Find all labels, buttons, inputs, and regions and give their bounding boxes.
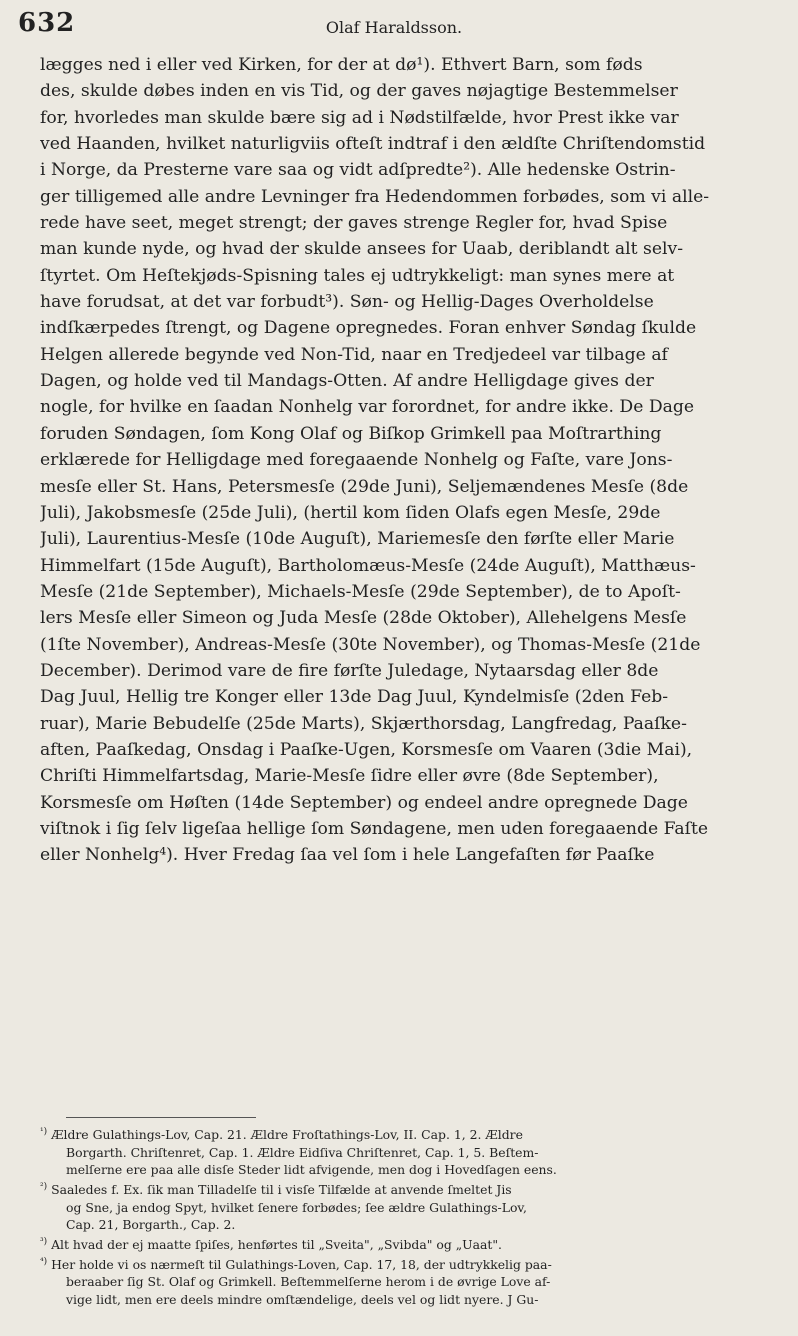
text-line: indſkærpedes ſtrengt, og Dagene opregnedes. Foran enhver Søndag ſkulde [40,318,697,339]
footnote [40,1124,772,1179]
footnote-mark: ¹) [40,1127,48,1137]
footnote-line: Cap. 21, Borgarth., Cap. 2. [66,1217,236,1233]
text-line: have forudsat, at det var forbudt³). Søn- og Hellig-Dages Overholdelse [40,292,654,313]
text-line: for, hvorledes man skulde bære sig ad i Nødstilfælde, hvor Prest ikke var [40,107,679,128]
text-line: man kunde nyde, og hvad der skulde ansees for Uaab, deriblandt alt selv- [40,239,684,260]
text-line: Juli), Laurentius-Mesſe (10de Auguſt), Mariemesſe den førſte eller Marie [40,529,675,550]
text-line: mesſe eller St. Hans, Petersmesſe (29de Juni), Seljemændenes Mesſe (8de [40,476,689,497]
footnote-line: Borgarth. Chriſtenret, Cap. 1. Ældre Eidſiva Chriſtenret, Cap. 1, 5. Beſtem- [66,1144,539,1160]
footnote-first-line [40,1179,772,1199]
text-line: Mesſe (21de September), Michaels-Mesſe (29de September), de to Apoſt- [40,581,681,602]
footnote-first-line [40,1124,772,1144]
text-line: aften, Paaſkedag, Onsdag i Paaſke-Ugen, Korsmesſe om Vaaren (3die Mai), [40,739,693,760]
footnote [40,1234,772,1254]
footnote-text: Saaledes f. Ex. ſik man Tilladelſe til i visſe Tilfælde at anvende ſmeltet Jis [51,1182,512,1198]
footnotes [40,1124,772,1308]
text-line: December). Derimod vare de fire førſte Juledage, Nytaarsdag eller 8de [40,660,659,681]
text-line: Juli), Jakobsmesſe (25de Juli), (hertil kom ſiden Olafs egen Mesſe, 29de [40,502,661,523]
text-line: viſtnok i ſig ſelv ligeſaa hellige ſom Søndagene, men uden foregaaende Faſte [40,818,709,839]
footnote-text: Alt hvad der ej maatte ſpiſes, henførtes til „Sveita", „Svibda" og „Uaat". [51,1236,502,1252]
footnote-text: Ældre Gulathings-Lov, Cap. 21. Ældre Froſtathings-Lov, II. Cap. 1, 2. Ældre [51,1127,523,1143]
footnote-line: melſerne ere paa alle disſe Steder lidt afvigende, men dog i Hovedſagen eens. [66,1162,557,1178]
page-header [18,8,770,44]
footnote-divider [66,1117,256,1118]
running-title: Olaf Haraldsson. [325,18,463,37]
text-line: (1ſte November), Andreas-Mesſe (30te November), og Thomas-Mesſe (21de [40,634,701,655]
text-line: ſtyrtet. Om Heſtekjøds-Spisning tales ej udtrykkeligt: man synes mere at [40,265,675,286]
text-line: ruar), Marie Bebudelſe (25de Marts), Skjærthorsdag, Langfredag, Paaſke- [40,713,687,734]
text-line: Himmelfart (15de Auguſt), Bartholomæus-Mesſe (24de Auguſt), Matthæus- [40,555,696,576]
text-line: lers Mesſe eller Simeon og Juda Mesſe (28de Oktober), Allehelgens Mesſe [40,608,687,629]
footnote-mark: ³) [40,1236,48,1247]
text-line: foruden Søndagen, ſom Kong Olaf og Biſkop Grimkell paa Moſtrarthing [40,423,662,444]
footnote-line: vige lidt, men ere deels mindre omſtændelige, deels vel og lidt nyere. J Gu- [66,1291,539,1307]
text-line: Dagen, og holde ved til Mandags-Otten. Af andre Helligdage gives der [40,371,654,392]
footnote-first-line [40,1234,772,1254]
footnote-text: Her holde vi os nærmeſt til Gulathings-Loven, Cap. 17, 18, der udtrykkelig paa- [51,1256,552,1272]
text-line: eller Nonhelg⁴). Hver Fredag ſaa vel ſom i hele Langefaſten før Paaſke [40,845,655,866]
text-line: Helgen allerede begynde ved Non-Tid, naar en Tredjedeel var tilbage af [40,344,668,365]
footnote [40,1179,772,1234]
page-number: 632 [18,8,76,38]
footnote-mark: ⁴) [40,1256,48,1267]
text-line: Korsmesſe om Høſten (14de September) og endeel andre opregnede Dage [40,792,688,813]
text-line: Dag Juul, Hellig tre Konger eller 13de Dag Juul, Kyndelmisſe (2den Feb- [40,687,669,708]
text-line: des, skulde døbes inden en vis Tid, og der gaves nøjagtige Bestemmelser [40,81,678,102]
text-line: nogle, for hvilke en ſaadan Nonhelg var forordnet, for andre ikke. De Dage [40,397,695,418]
main-text [40,52,772,869]
footnote-mark: ²) [40,1181,48,1192]
text-line: lægges ned i eller ved Kirken, for der at dø¹). Ethvert Barn, som føds [40,55,643,75]
footnote-line: beraaber ſig St. Olaf og Grimkell. Beſtemmelſerne herom i de øvrige Love af- [66,1274,551,1290]
text-line: erklærede for Helligdage med foregaaende Nonhelg og Faſte, vare Jons- [40,450,673,471]
text-line: ved Haanden, hvilket naturligviis ofteſt indtraf i den ældſte Chriſtendomstid [40,134,706,155]
footnote-first-line [40,1254,772,1274]
footnote [40,1254,772,1309]
footnote-line: og Sne, ja endog Spyt, hvilket ſenere forbødes; ſee ældre Gulathings-Lov, [66,1199,527,1215]
text-line: rede have seet, meget strengt; der gaves strenge Regler for, hvad Spise [40,213,668,234]
text-line: i Norge, da Presterne vare saa og vidt adſpredte²). Alle hedenske Ostrin- [40,160,676,181]
text-line: Chriſti Himmelfartsdag, Marie-Mesſe ſidre eller øvre (8de September), [40,766,659,787]
text-line: ger tilligemed alle andre Levninger fra Hedendommen forbødes, som vi alle- [40,186,710,207]
